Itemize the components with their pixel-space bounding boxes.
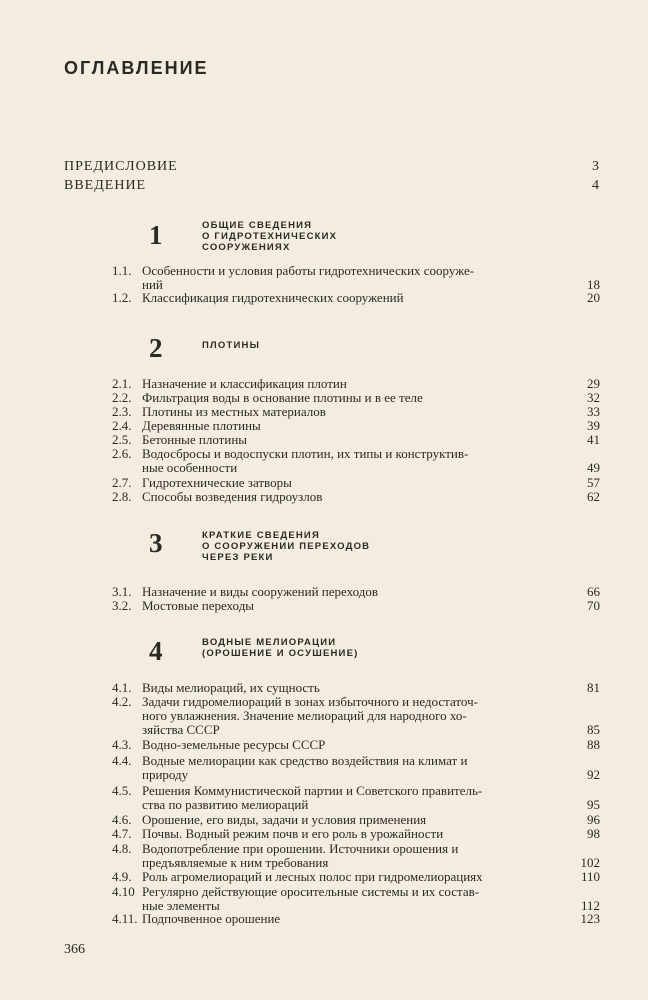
section-page: 102	[580, 855, 600, 870]
toc-entry	[112, 870, 600, 884]
toc-entry	[112, 446, 600, 475]
section-number: 1.2.	[112, 290, 132, 305]
toc-entry	[112, 738, 600, 752]
section-title: Фильтрация воды в основание плотины и в ее теле	[142, 390, 423, 405]
section-page: 70	[587, 598, 600, 613]
chapter-number: 2	[149, 333, 163, 363]
chapter-title: ВОДНЫЕ МЕЛИОРАЦИИ (ОРОШЕНИЕ И ОСУШЕНИЕ)	[202, 637, 359, 659]
section-page: 88	[587, 737, 600, 752]
section-number: 2.7.	[112, 475, 132, 490]
section-title: Регулярно действующие оросительные системы и их состав- ные элементы	[142, 884, 480, 913]
toc-entry	[112, 405, 600, 419]
section-title: Особенности и условия работы гидротехнических сооруже- ний	[142, 263, 475, 292]
section-title: Подпочвенное орошение	[142, 911, 281, 926]
section-page: 110	[580, 869, 600, 884]
section-title: Назначение и классификация плотин	[142, 376, 347, 391]
section-number: 2.3.	[112, 404, 132, 419]
toc-entry	[112, 884, 600, 913]
section-title: Мостовые переходы	[142, 598, 255, 613]
section-number: 2.1.	[112, 376, 132, 391]
toc-entry	[112, 585, 600, 599]
section-page: 33	[587, 404, 600, 419]
section-title: Гидротехнические затворы	[142, 475, 292, 490]
toc-entry	[112, 391, 600, 405]
section-title: Водно-земельные ресурсы СССР	[142, 737, 326, 752]
toc-entry	[112, 419, 600, 433]
section-page: 85	[587, 722, 600, 737]
section-page: 81	[587, 680, 600, 695]
section-title: Водные мелиорации как средство воздействия на климат и природу	[142, 753, 468, 782]
section-page: 66	[587, 584, 600, 599]
section-title: Роль агромелиораций и лесных полос при гидромелиорациях	[142, 869, 483, 884]
section-number: 4.2.	[112, 694, 132, 709]
section-number: 4.11.	[112, 911, 138, 926]
section-title: Назначение и виды сооружений переходов	[142, 584, 378, 599]
section-title: Плотины из местных материалов	[142, 404, 326, 419]
page-title: ОГЛАВЛЕНИЕ	[64, 58, 209, 78]
toc-entry	[112, 694, 600, 737]
section-page: 112	[580, 898, 600, 913]
section-number: 4.3.	[112, 737, 132, 752]
section-number: 4.9.	[112, 869, 132, 884]
section-number: 2.4.	[112, 418, 132, 433]
toc-entry	[112, 827, 600, 841]
chapter-title: ПЛОТИНЫ	[202, 340, 261, 351]
section-number: 2.5.	[112, 432, 132, 447]
section-page: 98	[587, 826, 600, 841]
section-title: Почвы. Водный режим почв и его роль в урожайности	[142, 826, 444, 841]
section-title: Решения Коммунистической партии и Советского правитель- ства по развитию мелиораций	[142, 783, 483, 812]
section-title: Бетонные плотины	[142, 432, 248, 447]
chapter-number: 4	[149, 636, 163, 666]
toc-entry	[112, 263, 600, 292]
section-number: 2.2.	[112, 390, 132, 405]
section-page: 29	[587, 376, 600, 391]
section-number: 4.8.	[112, 841, 132, 856]
toc-entry	[112, 476, 600, 490]
section-page: 57	[587, 475, 600, 490]
toc-entry	[112, 377, 600, 391]
section-number: 3.1.	[112, 584, 132, 599]
section-page: 18	[587, 277, 600, 292]
section-title: Виды мелиораций, их сущность	[142, 680, 320, 695]
section-title: Классификация гидротехнических сооружений	[142, 290, 404, 305]
section-page: 32	[587, 390, 600, 405]
toc-entry	[112, 753, 600, 782]
section-page: 95	[587, 797, 600, 812]
front-matter-label: ВВЕДЕНИЕ	[64, 178, 147, 193]
section-number: 1.1.	[112, 263, 132, 278]
chapter-number: 1	[149, 220, 163, 250]
toc-entry	[112, 783, 600, 812]
front-matter-page: 3	[592, 159, 600, 174]
section-page: 20	[587, 290, 600, 305]
section-page: 39	[587, 418, 600, 433]
section-title: Орошение, его виды, задачи и условия применения	[142, 812, 427, 827]
section-number: 4.5.	[112, 783, 132, 798]
toc-entry	[112, 433, 600, 447]
chapter-title: КРАТКИЕ СВЕДЕНИЯ О СООРУЖЕНИИ ПЕРЕХОДОВ ЧЕРЕЗ РЕКИ	[202, 530, 371, 563]
chapter-number: 3	[149, 528, 163, 558]
section-number: 2.6.	[112, 446, 132, 461]
toc-entry	[112, 912, 600, 926]
section-page: 123	[580, 911, 600, 926]
toc-entry	[112, 681, 600, 695]
section-title: Водосбросы и водоспуски плотин, их типы и конструктив- ные особенности	[142, 446, 469, 475]
section-number: 4.7.	[112, 826, 132, 841]
front-matter-page: 4	[592, 178, 600, 193]
section-number: 4.1.	[112, 680, 132, 695]
section-number: 4.4.	[112, 753, 132, 768]
toc-entry	[112, 490, 600, 504]
section-page: 92	[587, 767, 600, 782]
section-number: 3.2.	[112, 598, 132, 613]
toc-entry	[112, 599, 600, 613]
toc-entry	[112, 841, 600, 870]
section-title: Способы возведения гидроузлов	[142, 489, 323, 504]
toc-entry	[112, 291, 600, 305]
section-page: 41	[587, 432, 600, 447]
section-page: 96	[587, 812, 600, 827]
section-page: 62	[587, 489, 600, 504]
section-title: Задачи гидромелиораций в зонах избыточного и недостаточ- ного увлажнения. Значение мелиораций для народного хо- зяйства СССР	[142, 694, 478, 737]
page-number: 366	[64, 942, 85, 957]
section-number: 4.10	[112, 884, 135, 899]
section-number: 2.8.	[112, 489, 132, 504]
section-page: 49	[587, 460, 600, 475]
section-title: Водопотребление при орошении. Источники орошения и предъявляемые к ним требования	[142, 841, 459, 870]
toc-entry	[112, 813, 600, 827]
section-number: 4.6.	[112, 812, 132, 827]
section-title: Деревянные плотины	[142, 418, 261, 433]
chapter-title: ОБЩИЕ СВЕДЕНИЯ О ГИДРОТЕХНИЧЕСКИХ СООРУЖЕНИЯХ	[202, 220, 338, 253]
front-matter-label: ПРЕДИСЛОВИЕ	[64, 159, 178, 174]
